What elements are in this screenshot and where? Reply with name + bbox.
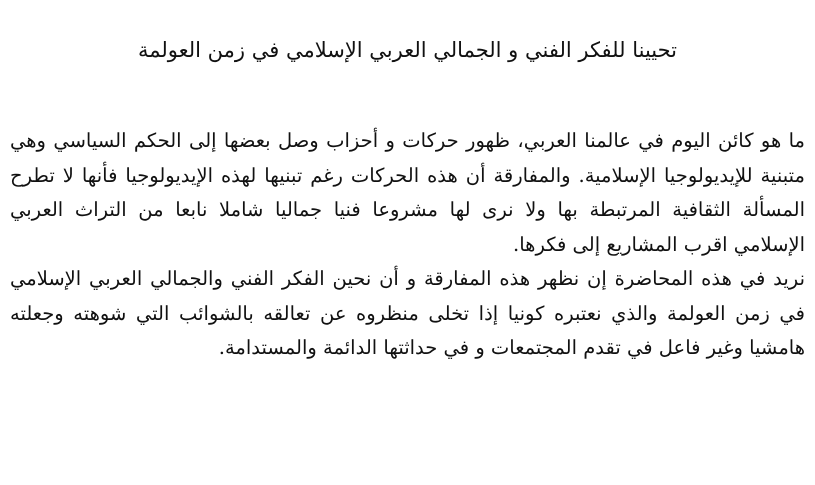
document-body <box>10 124 805 366</box>
paragraph-2: نريد في هذه المحاضرة إن نظهر هذه المفارقة و أن نحين الفكر الفني والجمالي العربي الإسلامي في زمن العولمة والذي نعتبره كونيا إذا تخلى منظروه عن تعالقه بالشوائب التي شوهته وجعلته هامشيا وغير فاعل في تقدم المجتمعات و في حداثتها الدائمة والمستدامة. <box>10 267 805 359</box>
document-title: تحيينا للفكر الفني و الجمالي العربي الإسلامي في زمن العولمة <box>137 38 678 62</box>
paragraph-1: ما هو كائن اليوم في عالمنا العربي، ظهور حركات و أحزاب وصل بعضها إلى الحكم السياسي وهي متبنية للإيديولوجيا الإسلامية. والمفارقة أن هذه الحركات رغم تبنيها لهذه الإيديولوجيا فأنها لا تطرح المسألة الثقافية المرتبطة بها ولا نرى لها مشروعا فنيا جماليا شاملا نابعا من التراث العربي الإسلامي اقرب المشاريع إلى فكرها. <box>10 129 805 256</box>
